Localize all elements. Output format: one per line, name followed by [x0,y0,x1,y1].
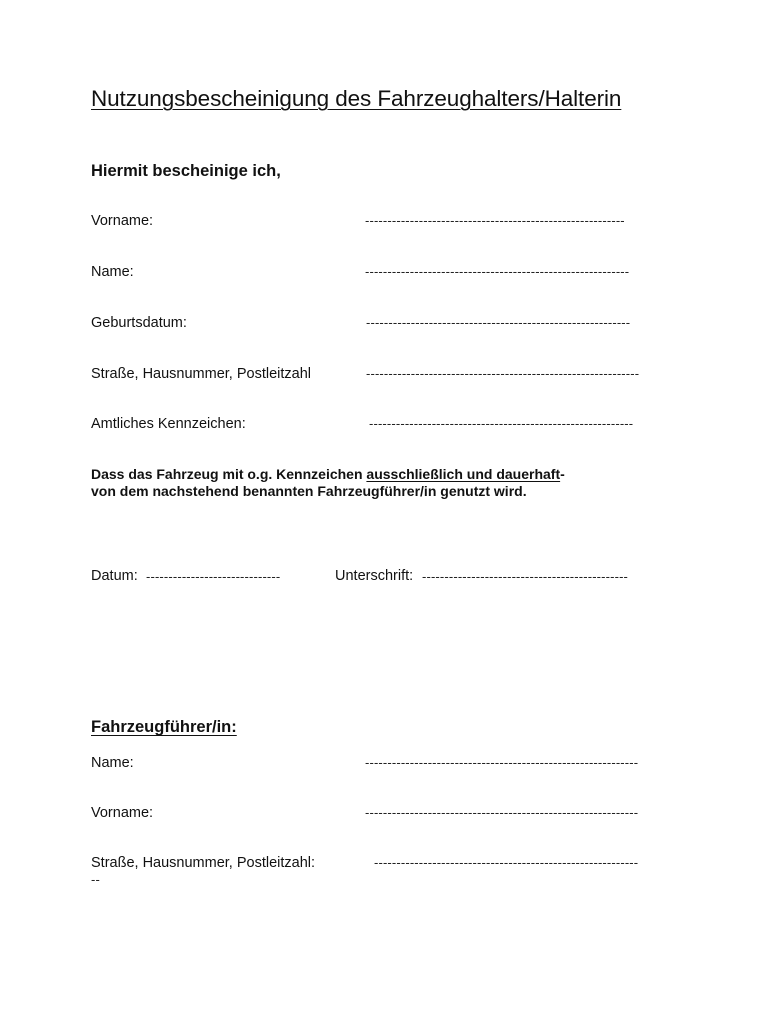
holder-first-name-line[interactable]: ---------------------------------------------------------- [365,213,625,228]
statement-emphasis: ausschließlich und dauerhaft [366,466,561,482]
date-label: Datum: [91,568,138,584]
holder-address-label: Straße, Hausnummer, Postleitzahl [91,366,312,382]
signature-label: Unterschrift: [335,568,414,584]
driver-first-name-line[interactable]: ------------------------------------------------------------- [365,805,639,820]
usage-statement [91,466,565,500]
driver-name-label: Name: [91,755,134,771]
document-title: Nutzungsbescheinigung des Fahrzeughalters/Halterin [91,86,622,111]
driver-address-label: Straße, Hausnummer, Postleitzahl: [91,855,316,871]
holder-birthdate-line[interactable]: ----------------------------------------------------------- [366,315,631,330]
holder-address-line[interactable]: ------------------------------------------------------------- [366,366,640,381]
driver-name-line[interactable]: ------------------------------------------------------------- [365,755,639,770]
holder-first-name-label: Vorname: [91,213,154,229]
holder-birthdate-label: Geburtsdatum: [91,315,187,331]
holder-name-label: Name: [91,264,134,280]
holder-plate-label: Amtliches Kennzeichen: [91,416,246,432]
statement-part1: Dass das Fahrzeug mit o.g. Kennzeichen [91,466,367,482]
holder-plate-line[interactable]: ----------------------------------------------------------- [369,416,634,431]
driver-first-name-label: Vorname: [91,805,154,821]
intro-text: Hiermit bescheinige ich, [91,162,281,180]
signature-line[interactable]: ---------------------------------------------- [422,569,629,584]
statement-part2: - [560,466,565,482]
statement-line2: von dem nachstehend benannten Fahrzeugführer/in genutzt wird. [91,483,527,499]
driver-address-line[interactable]: ----------------------------------------------------------- [374,855,639,870]
driver-address-line-overflow: -- [91,872,100,887]
holder-name-line[interactable]: ----------------------------------------------------------- [365,264,630,279]
driver-section-title: Fahrzeugführer/in: [91,718,237,736]
date-line[interactable]: ------------------------------ [146,569,281,584]
